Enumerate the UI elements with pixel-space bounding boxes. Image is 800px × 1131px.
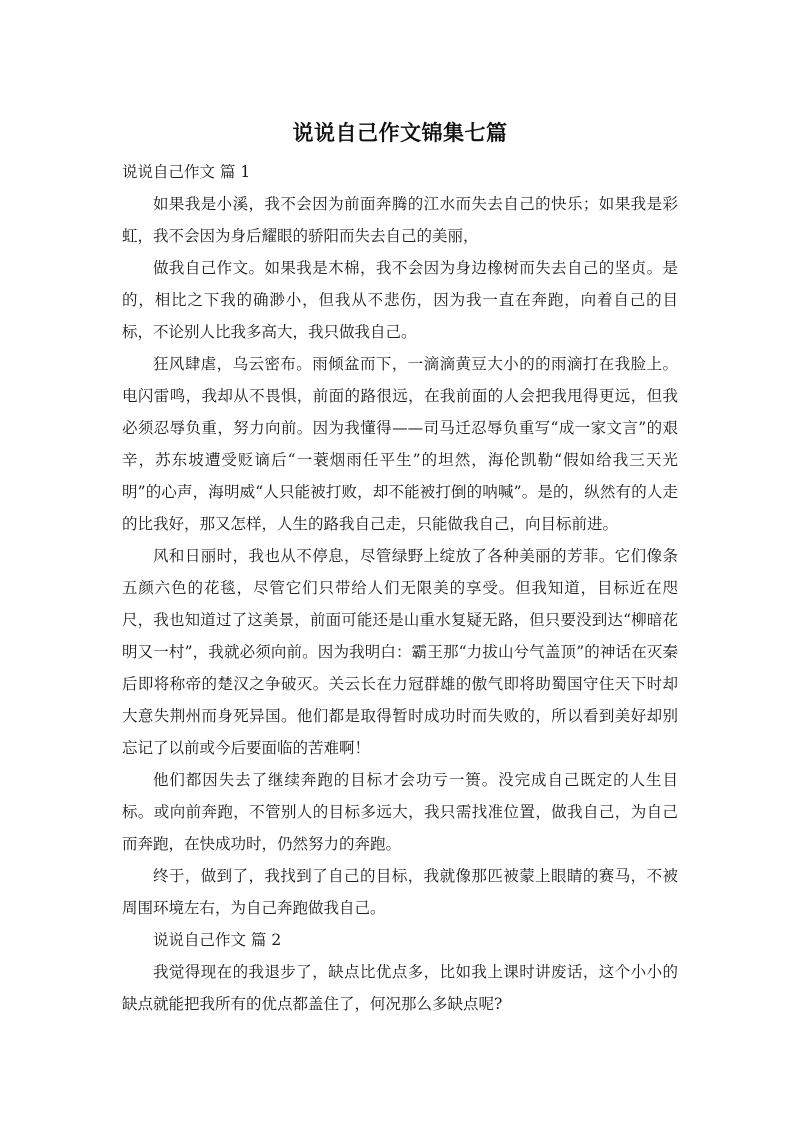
paragraph: 他们都因失去了继续奔跑的目标才会功亏一篑。没完成自己既定的人生目标。或向前奔跑，不管别人的目标多远大，我只需找准位置，做我自己，为自己而奔跑，在快成功时，仍然努力的奔跑。 xyxy=(122,771,678,853)
paragraph: 做我自己作文。如果我是木棉，我不会因为身边橡树而失去自己的坚贞。是的，相比之下我的确渺小，但我从不悲伤，因为我一直在奔跑，向着自己的目标，不论别人比我多高大，我只做我自己。 xyxy=(122,259,678,341)
paragraph: 如果我是小溪，我不会因为前面奔腾的江水而失去自己的快乐；如果我是彩虹，我不会因为身后耀眼的骄阳而失去自己的美丽， xyxy=(122,195,678,245)
paragraph: 终于，做到了，我找到了自己的目标，我就像那匹被蒙上眼睛的赛马，不被周围环境左右，为自己奔跑做我自己。 xyxy=(122,867,678,917)
section-heading: 说说自己作文 篇 2 xyxy=(153,931,282,949)
section-2 xyxy=(122,924,678,1020)
section-1 xyxy=(122,156,678,924)
paragraph: 狂风肆虐，乌云密布。雨倾盆而下，一滴滴黄豆大小的的雨滴打在我脸上。电闪雷鸣，我却从不畏惧，前面的路很远，在我前面的人会把我甩得更远，但我必须忍辱负重，努力向前。因为我懂得——司马迁忍辱负重写“成一家文言”的艰辛，苏东坡遭受贬谪后“一蓑烟雨任平生”的坦然，海伦凯勒“假如给我三天光明”的心声，海明威“人只能被打败，却不能被打倒的呐喊”。是的，纵然有的人走的比我好，那又怎样，人生的路我自己走，只能做我自己，向目标前进。 xyxy=(122,355,678,533)
paragraph: 风和日丽时，我也从不停息，尽管绿野上绽放了各种美丽的芳菲。它们像条五颜六色的花毯，尽管它们只带给人们无限美的享受。但我知道，目标近在咫尺，我也知道过了这美景，前面可能还是山重水复疑无路，但只要没到达“柳暗花明又一村”，我就必须向前。因为我明白：霸王那“力拔山兮气盖顶”的神话在灭秦后即将称帝的楚汉之争破灭。关云长在力冠群雄的傲气即将助蜀国守住天下时却大意失荆州而身死异国。他们都是取得暂时成功时而失败的，所以看到美好却别忘记了以前或今后要面临的苦难啊！ xyxy=(122,547,678,757)
paragraph: 我觉得现在的我退步了，缺点比优点多，比如我上课时讲废话，这个小小的缺点就能把我所有的优点都盖住了，何况那么多缺点呢? xyxy=(122,963,678,1013)
document-title: 说说自己作文锦集七篇 xyxy=(292,121,508,145)
section-heading: 说说自己作文 篇 1 xyxy=(122,163,251,181)
